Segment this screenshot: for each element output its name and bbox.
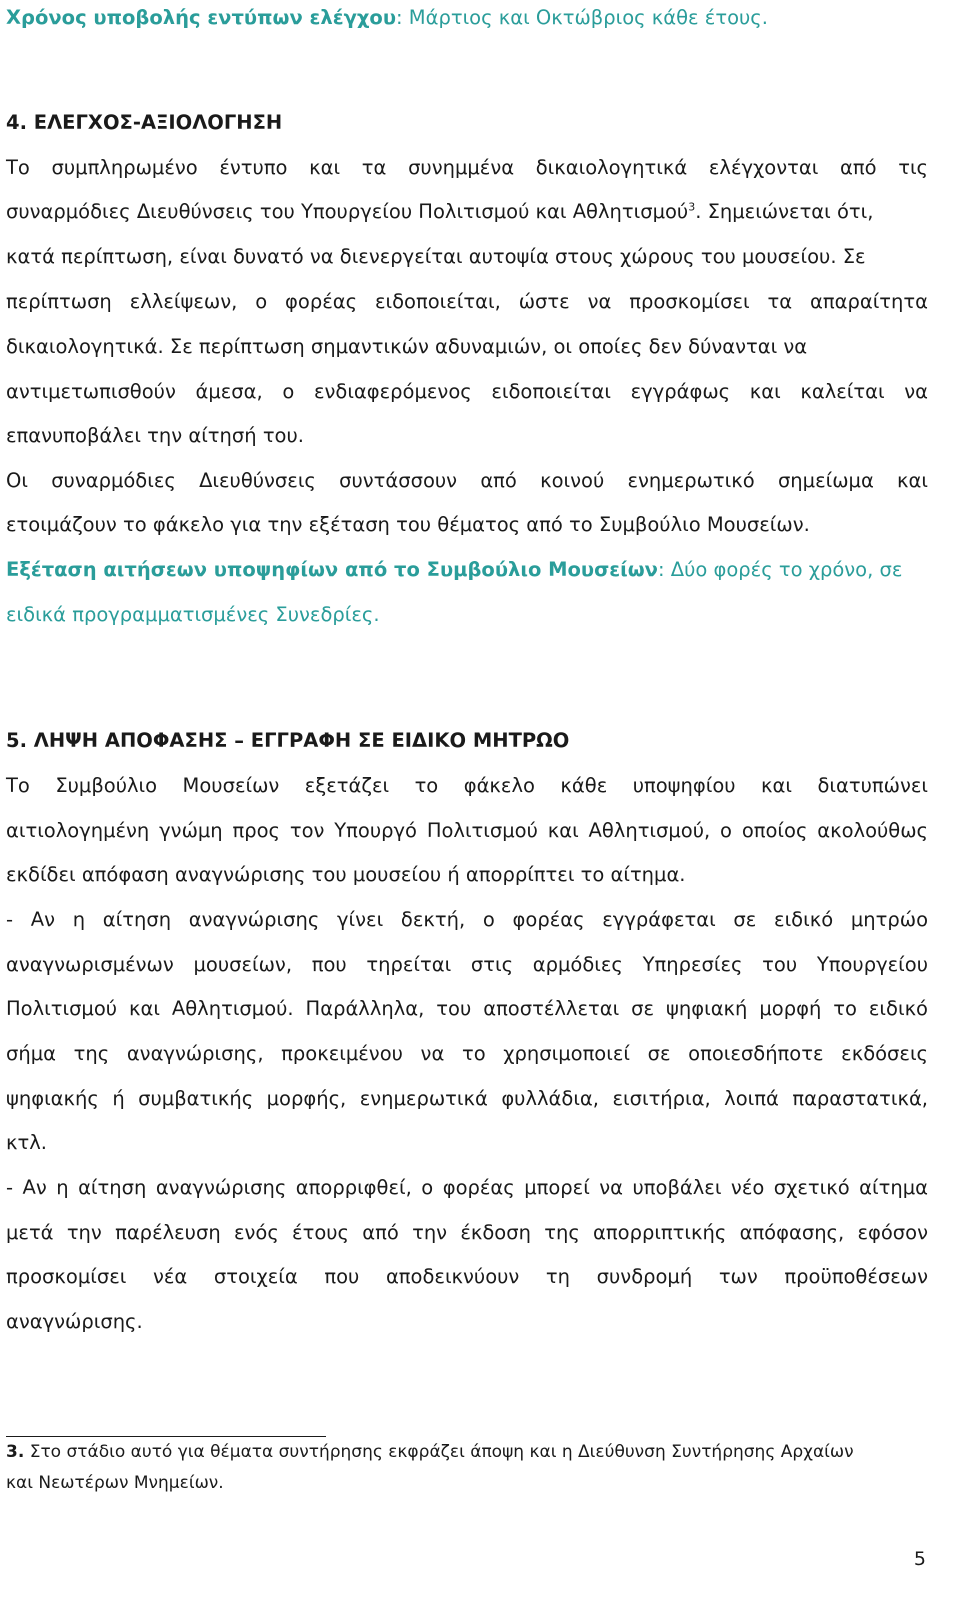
section-4-line-6: αντιμετωπισθούν άμεσα, ο ενδιαφερόμενος ειδοποιείται εγγράφως και καλείται να bbox=[6, 380, 928, 403]
page-number: 5 bbox=[913, 1548, 926, 1570]
examination-line-2: ειδικά προγραμματισμένες Συνεδρίες. bbox=[6, 603, 380, 626]
section-4-line-2: συναρμόδιες Διευθύνσεις του Υπουργείου Πολιτισμού και Αθλητισμού$^3$. Σημειώνεται ότι, bbox=[6, 200, 874, 223]
section-5-heading: 5. ΛΗΨΗ ΑΠΟΦΑΣΗΣ – ΕΓΓΡΑΦΗ ΣΕ ΕΙΔΙΚΟ ΜΗΤΡΩΟ bbox=[6, 729, 570, 752]
footnote-divider bbox=[6, 1436, 326, 1437]
section-5-line-13: αναγνώρισης. bbox=[6, 1310, 143, 1333]
section-4-line-5: δικαιολογητικά. Σε περίπτωση σημαντικών αδυναμιών, οι οποίες δεν δύνανται να bbox=[6, 335, 808, 358]
footnote-line-1: 3. Στο στάδιο αυτό για θέματα συντήρησης εκφράζει άποψη και η Διεύθυνση Συντήρησης Αρχαίων bbox=[6, 1442, 854, 1462]
section-5-line-6: Πολιτισμού και Αθλητισμού. Παράλληλα, του αποστέλλεται σε ψηφιακή μορφή το ειδικό bbox=[6, 997, 928, 1020]
section-4-line-8: Οι συναρμόδιες Διευθύνσεις συντάσσουν από κοινού ενημερωτικό σημείωμα και bbox=[6, 469, 928, 492]
submission-label: Χρόνος υποβολής εντύπων ελέγχου bbox=[6, 6, 396, 29]
examination-value: : Δύο φορές το χρόνο, σε bbox=[657, 558, 903, 581]
section-4-heading: 4. ΕΛΕΓΧΟΣ-ΑΞΙΟΛΟΓΗΣΗ bbox=[6, 111, 283, 134]
footnote-number: 3. bbox=[6, 1442, 25, 1462]
section-5-line-5: αναγνωρισμένων μουσείων, που τηρείται στις αρμόδιες Υπηρεσίες του Υπουργείου bbox=[6, 953, 928, 976]
examination-label: Εξέταση αιτήσεων υποψηφίων από το Συμβούλιο Μουσείων bbox=[6, 558, 658, 581]
section-4-line-4: περίπτωση ελλείψεων, ο φορέας ειδοποιείται, ώστε να προσκομίσει τα απαραίτητα bbox=[6, 290, 928, 313]
section-5-line-9: κτλ. bbox=[6, 1131, 47, 1154]
footnote-line-2: και Νεωτέρων Μνημείων. bbox=[6, 1473, 224, 1493]
footnote-ref: 3 bbox=[688, 200, 696, 214]
section-5-line-8: ψηφιακής ή συμβατικής μορφής, ενημερωτικά φυλλάδια, εισιτήρια, λοιπά παραστατικά, bbox=[6, 1087, 928, 1110]
section-5-line-1: Το Συμβούλιο Μουσείων εξετάζει το φάκελο κάθε υποψηφίου και διατυπώνει bbox=[6, 774, 928, 797]
section-5-line-3: εκδίδει απόφαση αναγνώρισης του μουσείου ή απορρίπτει το αίτημα. bbox=[6, 863, 686, 886]
submission-value: : Μάρτιος και Οκτώβριος κάθε έτους. bbox=[396, 6, 768, 29]
section-5-line-12: προσκομίσει νέα στοιχεία που αποδεικνύουν τη συνδρομή των προϋποθέσεων bbox=[6, 1265, 928, 1288]
section-5-line-11: μετά την παρέλευση ενός έτους από την έκδοση της απορριπτικής απόφασης, εφόσον bbox=[6, 1221, 928, 1244]
section-4-line-7: επανυποβάλει την αίτησή του. bbox=[6, 424, 304, 447]
section-5-line-10: - Αν η αίτηση αναγνώρισης απορριφθεί, ο φορέας μπορεί να υποβάλει νέο σχετικό αίτημα bbox=[6, 1176, 928, 1199]
section-5-line-2: αιτιολογημένη γνώμη προς τον Υπουργό Πολιτισμού και Αθλητισμού, ο οποίος ακολούθως bbox=[6, 819, 928, 842]
section-4-line-3: κατά περίπτωση, είναι δυνατό να διενεργείται αυτοψία στους χώρους του μουσείου. Σε bbox=[6, 245, 866, 268]
section-5-line-7: σήμα της αναγνώρισης, προκειμένου να το χρησιμοποιεί σε οποιεσδήποτε εκδόσεις bbox=[6, 1042, 928, 1065]
submission-time-line bbox=[6, 6, 928, 30]
examination-line-1 bbox=[6, 558, 928, 582]
section-4-line-9: ετοιμάζουν το φάκελο για την εξέταση του θέματος από το Συμβούλιο Μουσείων. bbox=[6, 513, 810, 536]
section-5-line-4: - Αν η αίτηση αναγνώρισης γίνει δεκτή, ο φορέας εγγράφεται σε ειδικό μητρώο bbox=[6, 908, 928, 931]
section-4-line-1: Το συμπληρωμένο έντυπο και τα συνημμένα δικαιολογητικά ελέγχονται από τις bbox=[6, 156, 928, 179]
